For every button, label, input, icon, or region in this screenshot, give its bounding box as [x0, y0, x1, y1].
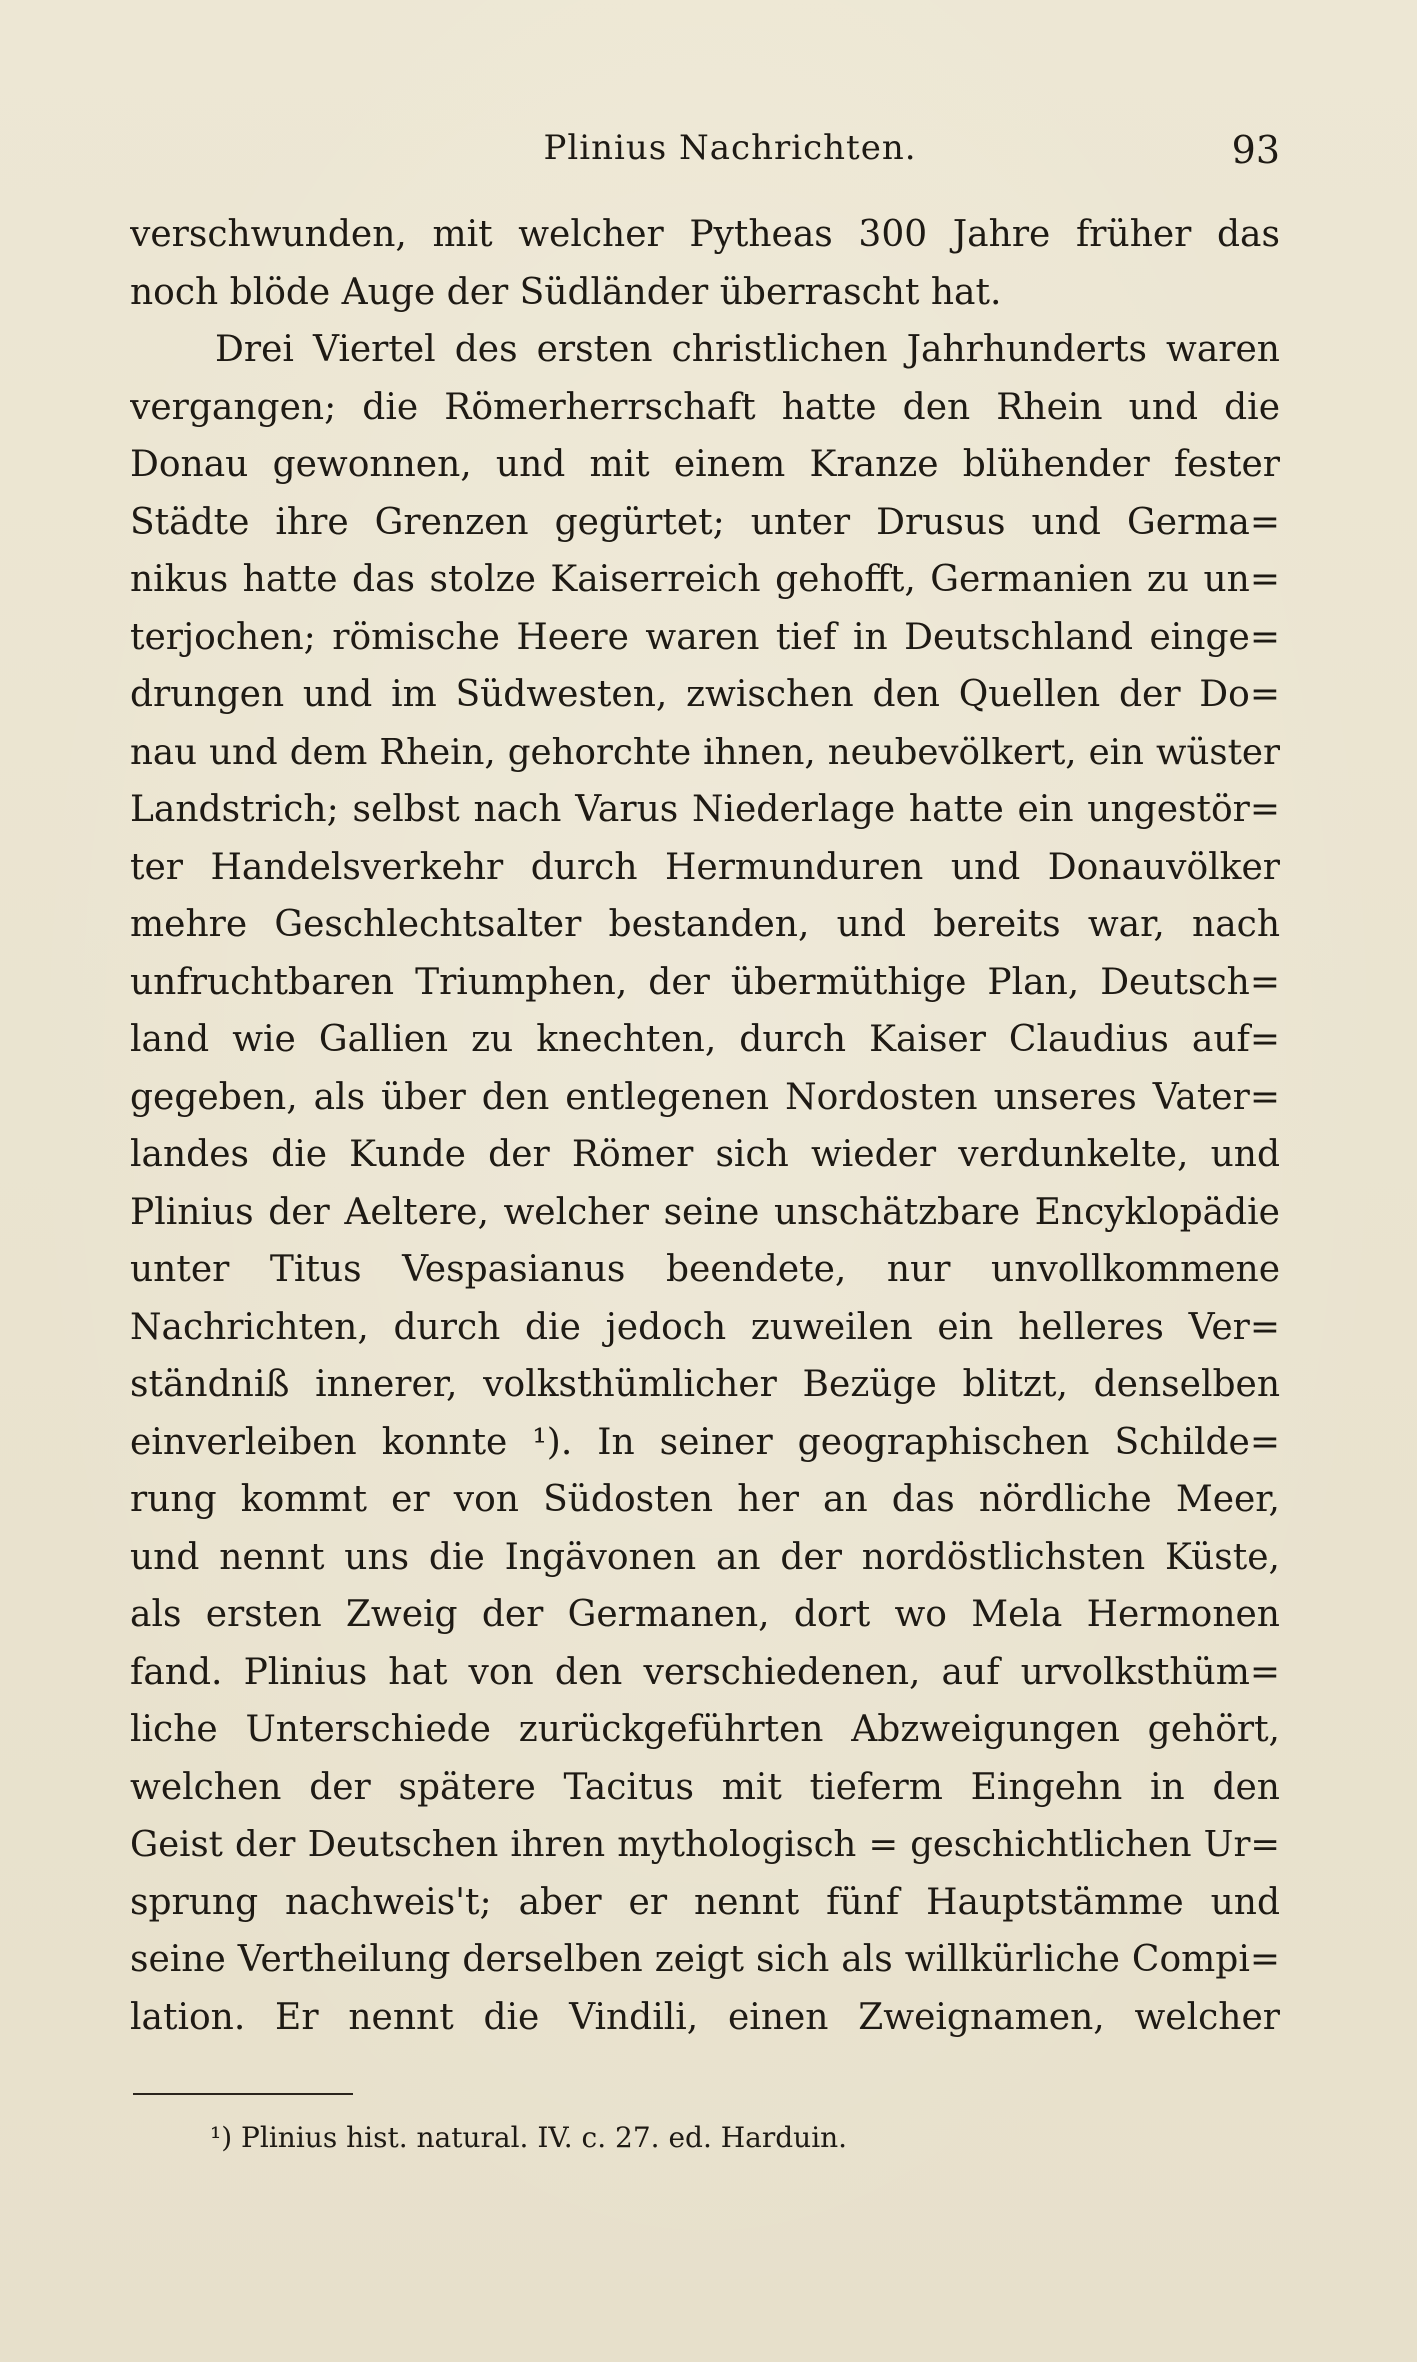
text-line: land wie Gallien zu knechten, durch Kaiser Claudius auf=: [130, 1019, 1280, 1060]
text-line: fand. Plinius hat von den verschiedenen, auf urvolksthüm=: [130, 1651, 1280, 1693]
running-head: [130, 128, 1280, 178]
text-line: Donau gewonnen, und mit einem Kranze blühender fester: [130, 444, 1280, 485]
text-line: gegeben, als über den entlegenen Nordosten unseres Vater=: [130, 1076, 1280, 1118]
text-line: rung kommt er von Südosten her an das nördliche Meer,: [130, 1479, 1280, 1520]
text-line: terjochen; römische Heere waren tief in Deutschland einge=: [130, 616, 1280, 658]
text-line: nau und dem Rhein, gehorchte ihnen, neubevölkert, ein wüster: [130, 731, 1280, 773]
text-line: vergangen; die Römerherrschaft hatte den Rhein und die: [130, 386, 1280, 428]
text-line: lation. Er nennt die Vindili, einen Zweignamen, welcher: [130, 1996, 1280, 2038]
text-line: Landstrich; selbst nach Varus Niederlage hatte ein ungestör=: [130, 789, 1280, 830]
text-line: noch blöde Auge der Südländer überrascht hat.: [130, 271, 1002, 313]
text-line: liche Unterschiede zurückgeführten Abzweigungen gehört,: [130, 1709, 1280, 1750]
running-title: Plinius Nachrichten.: [543, 128, 917, 168]
footnote-divider: [133, 2093, 353, 2095]
text-line: nikus hatte das stolze Kaiserreich gehofft, Germanien zu un=: [130, 559, 1280, 600]
text-line: Nachrichten, durch die jedoch zuweilen ein helleres Ver=: [130, 1306, 1280, 1348]
text-line: mehre Geschlechtsalter bestanden, und bereits war, nach: [130, 904, 1280, 945]
text-line: sprung nachweis't; aber er nennt fünf Hauptstämme und: [130, 1881, 1280, 1923]
footnote: ¹) Plinius hist. natural. IV. c. 27. ed. Harduin.: [210, 2121, 848, 2154]
text-line: seine Vertheilung derselben zeigt sich als willkürliche Compi=: [130, 1939, 1280, 1980]
page-number: 93: [1231, 128, 1280, 172]
text-line: ständniß innerer, volksthümlicher Bezüge blitzt, denselben: [130, 1364, 1280, 1405]
text-line: als ersten Zweig der Germanen, dort wo Mela Hermonen: [130, 1594, 1280, 1635]
text-line: verschwunden, mit welcher Pytheas 300 Jahre früher das: [130, 214, 1280, 255]
text-line: landes die Kunde der Römer sich wieder verdunkelte, und: [130, 1134, 1280, 1175]
text-line: Plinius der Aeltere, welcher seine unschätzbare Encyklopädie: [130, 1191, 1280, 1233]
body-text: [130, 206, 1280, 2046]
text-line: unfruchtbaren Triumphen, der übermüthige Plan, Deutsch=: [130, 961, 1280, 1003]
text-line: unter Titus Vespasianus beendete, nur unvollkommene: [130, 1249, 1280, 1290]
text-line: Geist der Deutschen ihren mythologisch = geschichtlichen Ur=: [130, 1824, 1280, 1865]
text-line: einverleiben konnte ¹). In seiner geographischen Schilde=: [130, 1421, 1280, 1463]
text-line: Städte ihre Grenzen gegürtet; unter Drusus und Germa=: [130, 501, 1280, 543]
text-line: Drei Viertel des ersten christlichen Jahrhunderts waren: [215, 329, 1280, 370]
text-line: drungen und im Südwesten, zwischen den Quellen der Do=: [130, 674, 1280, 715]
text-line: und nennt uns die Ingävonen an der nordöstlichsten Küste,: [130, 1536, 1280, 1578]
text-line: welchen der spätere Tacitus mit tieferm Eingehn in den: [130, 1766, 1280, 1808]
text-line: ter Handelsverkehr durch Hermunduren und Donauvölker: [130, 846, 1280, 888]
